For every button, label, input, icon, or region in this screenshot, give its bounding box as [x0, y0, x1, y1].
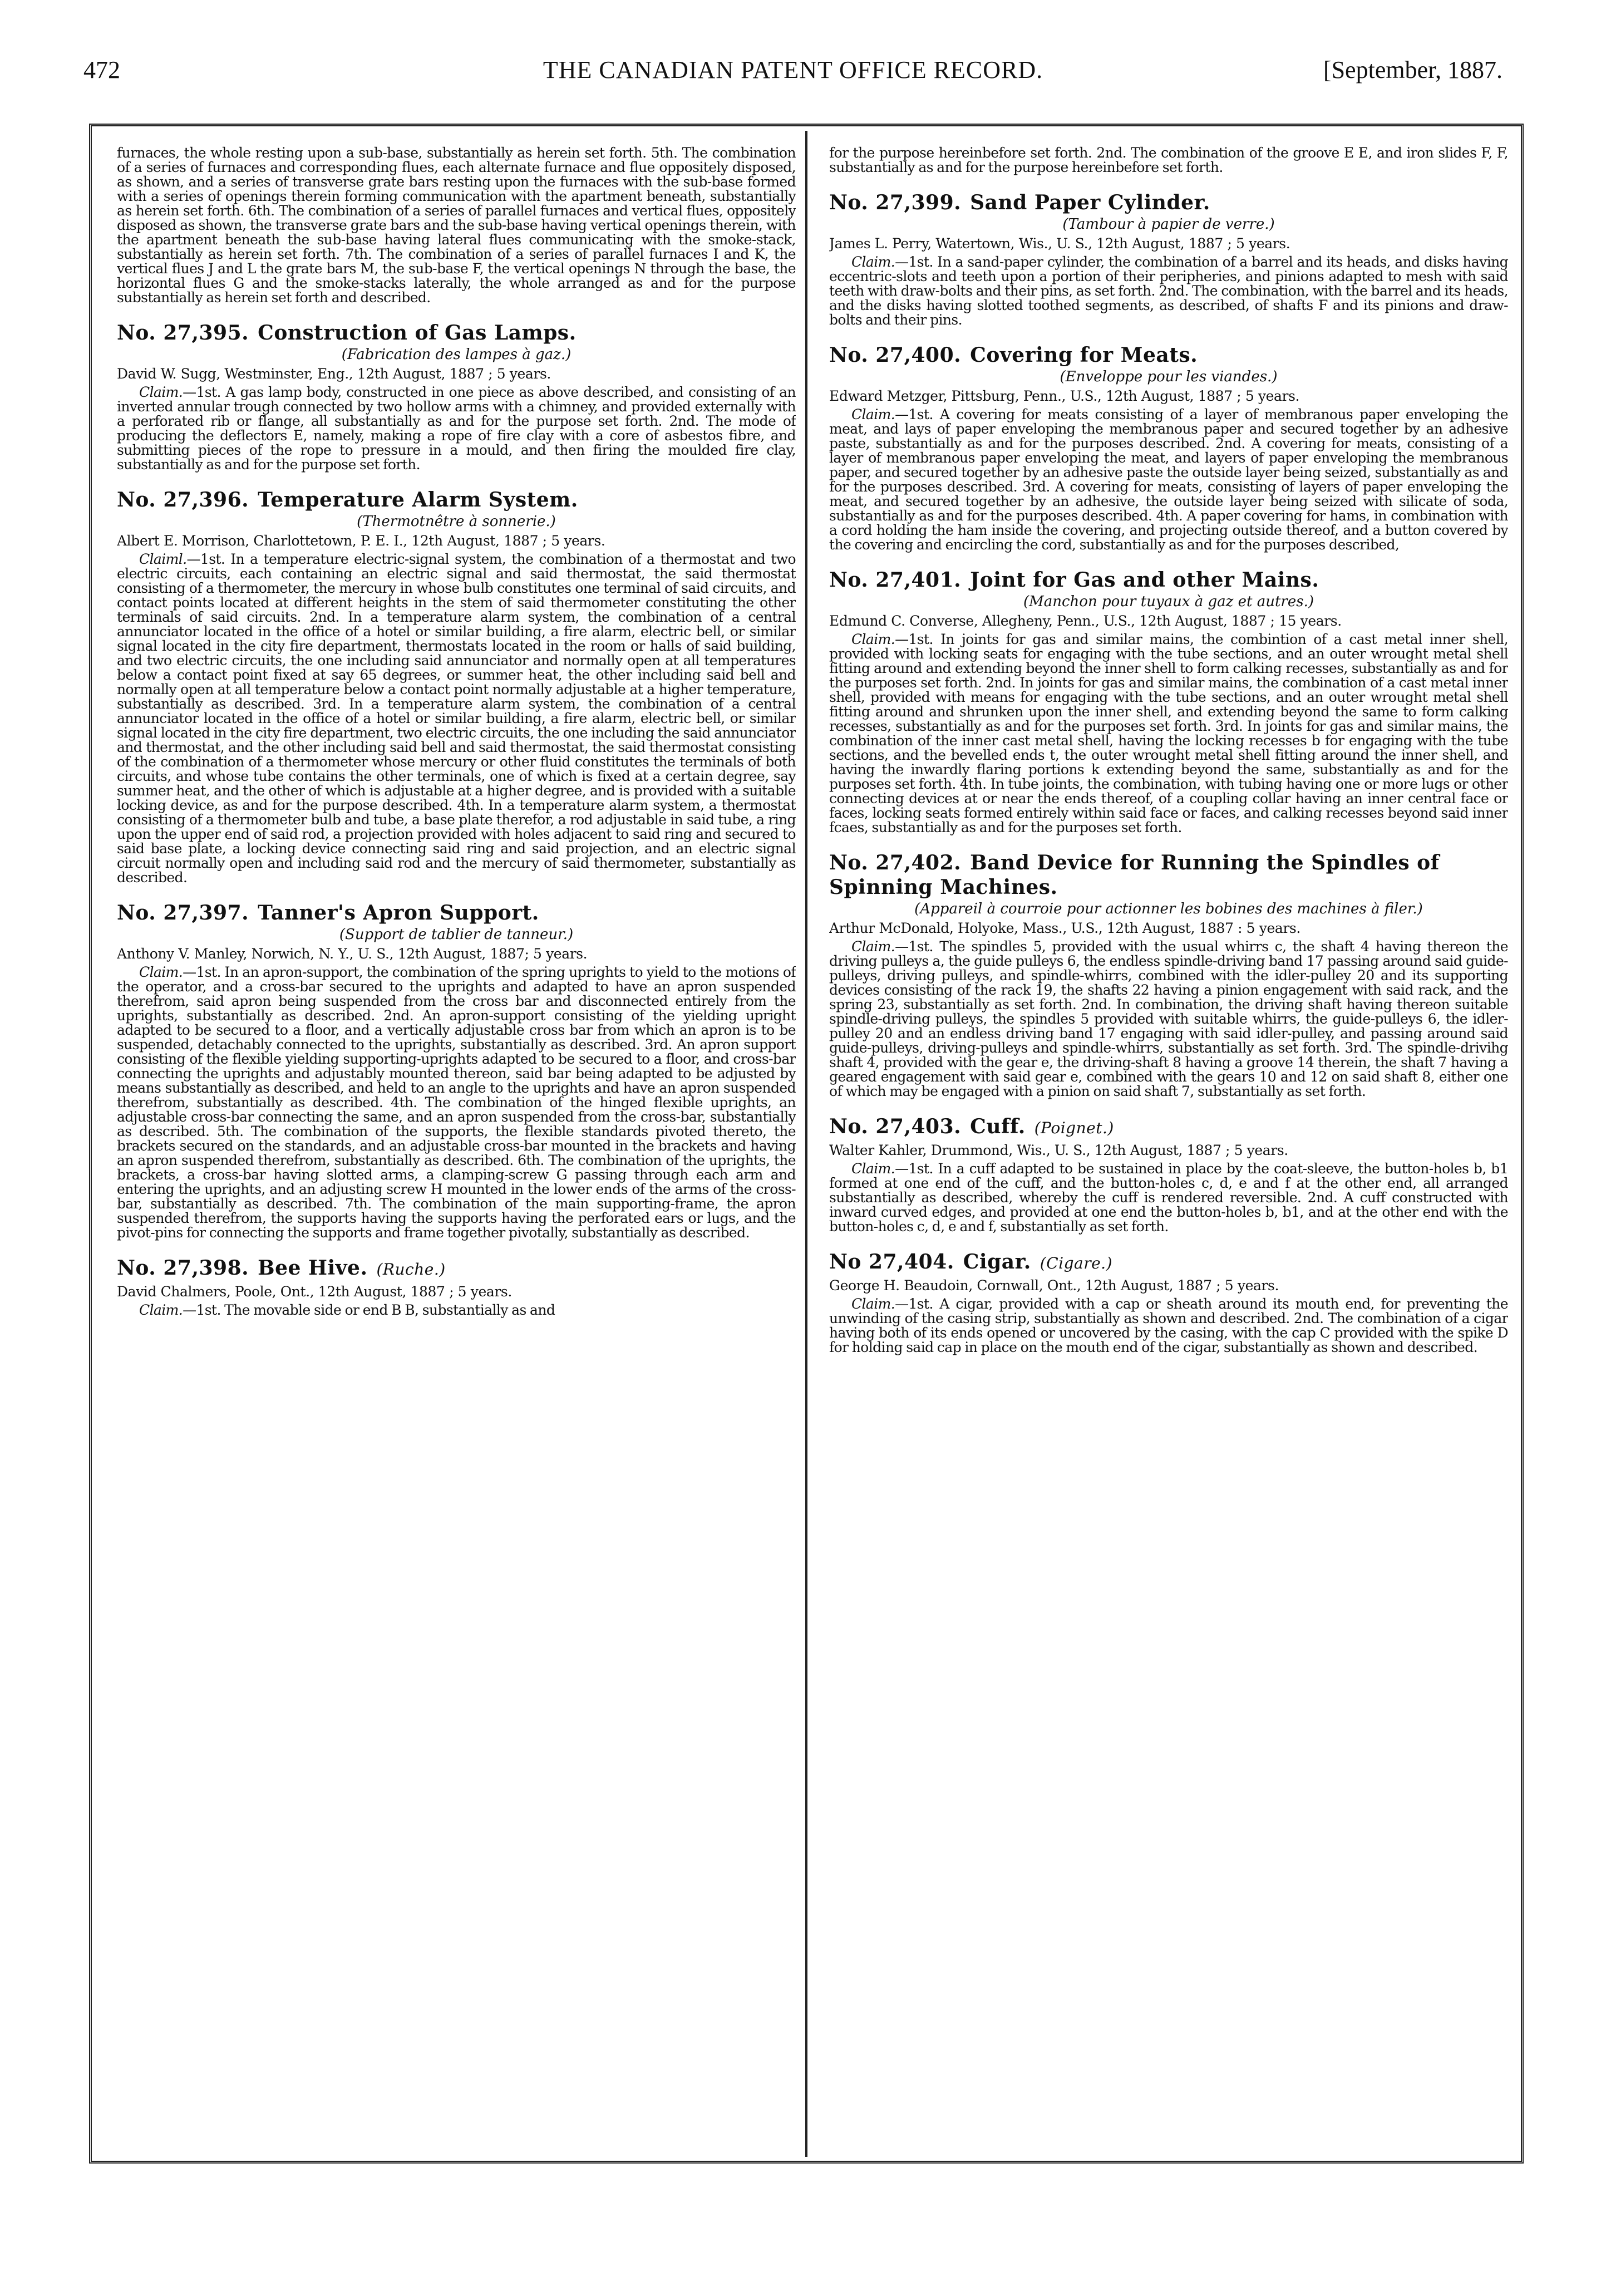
patent-title: Joint for Gas and other Mains. [970, 568, 1319, 592]
claim-text: —1st. In a cuff adapted to be sustained in place by the coat-sleeve, the button-holes b, b1 formed at one end of the cuff, and the button-holes c, d, e and f at the other end, all arranged substantially as described, whereby the cuff is rendered reversible. 2nd. A cuff constructed with inward curved edges, and provided at one end the button-holes b, b1, and at the other end with the button-holes c, d, e and f, substantially as set forth. [829, 1161, 1508, 1235]
claim-paragraph [117, 965, 796, 1240]
patent-number: No. 27,396. [117, 488, 249, 512]
patent-entry-27403 [829, 1114, 1508, 1234]
patent-number: No. 27,403. [829, 1115, 962, 1138]
claim-text: —1st. A cigar, provided with a cap or sheath around its mouth end, for preventing the unwinding of the casing strip, substantially as shown and described. 2nd. The combination of a cigar having both of its ends opened or uncovered by the casing, with the cap C provided with the spike D for holding said cap in place on the mouth end of the cigar, substantially as shown and described. [829, 1296, 1508, 1355]
patent-number: No. 27,399. [829, 191, 962, 214]
inventor-line: Walter Kahler, Drummond, Wis., U. S., 12th August, 1887 ; 5 years. [829, 1142, 1288, 1158]
right-column [829, 146, 1508, 2144]
patent-title: Temperature Alarm System. [258, 488, 578, 512]
patent-entry-27395 [117, 321, 796, 472]
inventor-line: Anthony V. Manley, Norwich, N. Y., U. S., 12th August, 1887; 5 years. [117, 946, 588, 962]
entry-heading [829, 850, 1508, 899]
patent-title: Construction of Gas Lamps. [258, 321, 577, 345]
claim-text: —1st. The movable side or end B B, substantially as and [183, 1302, 555, 1318]
page-number: 472 [83, 56, 120, 83]
claim-paragraph [117, 385, 796, 472]
entry-heading [829, 343, 1508, 367]
claim-text: —1st. In a temperature electric-signal system, the combination of a thermostat and two electric circuits, each containing an electric signal and said thermostat, the said thermostat consisting of a thermometer, the mercury in whose bulb constitutes one terminal of said circuits, and contact points located at different heights in the stem of said thermometer constituting the other terminals of said circuits. 2nd. In a temperature alarm system, the combination of a central annunciator located in the office of a hotel or similar building, a fire alarm, electric bell, or similar signal located in the city fire department, thermostats located in the room or halls of said building, and two electric circuits, the one including said annunciator and normally open at all temperatures below a contact point fixed at say 65 degrees, or summer heat, the other including said bell and normally open at all temperature below a contact point normally adjustable at a higher temperature, substantially as described. 3rd. In a temperature alarm system, the combination of a central annunciator located in the office of a hotel or similar building, a fire alarm, electric bell, or similar signal located in the city fire department, two electric circuits, the one including the said annunciator and thermostat, and the other including said bell and said thermostat, the said thermostat consisting of the combination of a thermometer whose mercury or other fluid constitutes the terminals of both circuits, and whose tube contains the other terminals, one of which is fixed at a certain degree, say summer heat, and the other of which is adjustable at a higher degree, and is provided with a suitable locking device, as and for the purpose described. 4th. In a temperature alarm system, a thermostat consisting of a thermometer bulb and tube, a base plate therefor, a rod adjustable in said tube, a ring upon the upper end of said rod, a projection provided with holes adjacent to said ring and secured to said base plate, a locking device connecting said ring and said projection, and an electric signal circuit normally open and including said rod and the mercury of said thermometer, substantially as described. [117, 551, 796, 886]
entry-heading [117, 321, 796, 345]
inventor-line: James L. Perry, Watertown, Wis., U. S., 12th August, 1887 ; 5 years. [829, 235, 1290, 252]
claim-text: —1st. In an apron-support, the combination of the spring uprights to yield to the motions of the operator, and a cross-bar secured to the uprights and adapted to have an apron suspended therefrom, said apron being suspended from the cross bar and disconnected entirely from the uprights, substantially as described. 2nd. An apron-support consisting of the yielding upright adapted to be secured to a floor, and a vertically adjustable cross bar from which an apron is to be suspended, detachably connected to the uprights, substantially as described. 3rd. An apron support consisting of the flexible yielding supporting-uprights adapted to be secured to a floor, and cross-bar connecting the uprights and adjustably mounted thereon, said bar being adapted to be adjusted by means substantially as described, and held to an angle to the uprights and have an apron suspended therefrom, substantially as described. 4th. The combination of the hinged flexible uprights, an adjustable cross-bar connecting the same, and an apron suspended from the cross-bar, substantially as described. 5th. The combination of the supports, the flexible standards pivoted thereto, the brackets secured on the standards, and an adjustable cross-bar mounted in the brackets and having an apron suspended therefrom, substantially as described. 6th. The combination of the uprights, the brackets, a cross-bar having slotted arms, a clamping-screw G passing through each arm and entering the uprights, and an adjusting screw H mounted in the lower ends of the arms of the cross-bar, substantially as described. 7th. The combination of the main supporting-frame, the apron suspended therefrom, the supports having the supports having the perforated ears or lugs, and the pivot-pins for connecting the supports and frame together pivotally, substantially as described. [117, 964, 796, 1241]
claim-label: Claim. [851, 631, 895, 647]
inventor-line: Edward Metzger, Pittsburg, Penn., U.S., 12th August, 1887 ; 5 years. [829, 388, 1300, 404]
patent-entry-27400 [829, 343, 1508, 552]
claim-label: Claiml. [139, 551, 187, 567]
claim-label: Claim. [851, 938, 895, 955]
claim-label: Claim. [139, 1302, 183, 1318]
entry-heading [117, 1256, 796, 1282]
claim-paragraph [829, 407, 1508, 552]
french-title: (Tambour à papier de verre.) [1062, 216, 1275, 233]
french-title: (Cigare.) [1040, 1254, 1112, 1272]
patent-entry-27396 [117, 488, 796, 885]
patent-entry-27401 [829, 568, 1508, 835]
patent-title: Covering for Meats. [970, 343, 1198, 367]
running-title: THE CANADIAN PATENT OFFICE RECORD. [543, 56, 1043, 83]
entry-heading [117, 488, 796, 512]
inventor-line: Edmund C. Converse, Allegheny, Penn., U.S., 12th August, 1887 ; 15 years. [829, 613, 1342, 629]
claim-paragraph [829, 632, 1508, 835]
french-title: (Manchon pour tuyaux à gaz et autres.) [1023, 593, 1314, 610]
french-title: (Support de tablier de tanneur.) [339, 926, 574, 943]
patent-entry-27398 [117, 1256, 796, 1317]
claim-text: —1st. In joints for gas and similar mains, the combintion of a cast metal inner shell, provided with locking seats for engaging with the tube sections, and an outer wrought metal shell fitting around and extending beyond the inner shell to form calking recesses, substantially as and for the purposes set forth. 2nd. In joints for gas and similar mains, the combination of a cast metal inner shell, provided with means for engaging with the tube sections, and an outer wrought metal shell fitting around and shrunken upon the inner shell, and extending beyond the same to form calking recesses, substantially as and for the purposes set forth. 3rd. In joints for gas and similar mains, the combination of the inner cast metal shell, having the locking recesses b for engaging with the tube sections, and the bevelled ends t, the outer wrought metal shell fitting around the inner shell, and having the inwardly flaring portions k extending beyond the same, substantially as and for the purposes set forth. 4th. In tube joints, the combination, with tubing having one or more lugs or other connecting devices at or near the ends thereof, of a coupling collar having an inner central face or faces, locking seats formed entirely within said face or faces, and calking recesses beyond said inner fcaes, substantially as and for the purposes set forth. [829, 631, 1508, 835]
column-divider [805, 131, 807, 2157]
patent-title: Bee Hive. [258, 1256, 368, 1280]
patent-number: No. 27,401. [829, 568, 962, 592]
issue-date: [September, 1887. [1323, 56, 1503, 83]
entry-heading [117, 901, 796, 925]
french-title: (Thermotnêtre à sonnerie.) [357, 513, 556, 530]
claim-text: —1st. In a sand-paper cylinder, the combination of a barrel and its heads, and disks having eccentric-slots and teeth upon a portion of their peripheries, and pinions adapted to mesh with said teeth with draw-bolts and their pins, as set forth. 2nd. The combination, with the barrel and its heads, and the disks having slotted toothed segments, as described, of shafts F and its pinions and draw-bolts and their pins. [829, 254, 1508, 328]
claim-text: —1st. The spindles 5, provided with the usual whirrs c, the shaft 4 having thereon the driving pulleys a, the guide pulleys 6, the endless spindle-driving band 17 passing around said guide-pulleys, driving pulleys, and spindle-whirrs, combined with the idler-pulley 20 and its supporting devices consisting of the rack 19, the shafts 22 having a pinion engagement with said rack, and the spring 23, substantially as set forth. 2nd. In combination, the driving shaft having thereon suitable spindle-driving pulleys, the spindles 5 provided with suitable whirrs, the guide-pulleys 6, the idler-pulley 20 and an endless driving band 17 engaging with said idler-pulley, and passing around said guide-pulleys, driving-pulleys and spindle-whirrs, substantially as set forth. 3rd. The spindle-drivihg shaft 4, provided with the gear e, the driving-shaft 8 having a groove 14 therein, the shaft 7 having a geared engagement with said gear e, combined with the gears 10 and 12 on said shaft 8, either one of which may be engaged with a pinion on said shaft 7, substantially as set forth. [829, 938, 1508, 1099]
patent-title: Cigar. [963, 1250, 1031, 1274]
claim-label: Claim. [851, 254, 895, 270]
patent-title: Band Device for Running the Spindles of Spinning Machines. [829, 851, 1440, 899]
claim-label: Claim. [851, 1296, 895, 1312]
entry-heading [829, 190, 1508, 215]
inventor-line: David W. Sugg, Westminster, Eng., 12th August, 1887 ; 5 years. [117, 366, 551, 382]
claim-paragraph [829, 1162, 1508, 1234]
patent-number: No. 27,402. [829, 851, 962, 874]
page-header [83, 56, 1503, 95]
patent-title: Tanner's Apron Support. [258, 901, 539, 925]
patent-number: No. 27,398. [117, 1256, 249, 1280]
inventor-line: Arthur McDonald, Holyoke, Mass., U.S., 12th August, 1887 : 5 years. [829, 920, 1300, 936]
claim-text: —1st. A gas lamp body, constructed in one piece as above described, and consisting of an inverted annular trough connected by two hollow arms with a chimney, and provided externally with a perforated rib or flange, all substantially as and for the purpose set forth. 2nd. The mode of producing the deflectors E, namely, making a rope of fire clay with a core of asbestos fibre, and submitting pieces of the rope to pressure in a mould, and then firing the moulded fire clay, substantially as and for the purpose set forth. [117, 384, 796, 473]
patent-entry-27399 [829, 190, 1508, 327]
claim-paragraph [829, 940, 1508, 1099]
patent-number: No. 27,397. [117, 901, 249, 925]
french-title: (Appareil à courroie pour actionner les bobines des machines à filer.) [914, 901, 1423, 917]
patent-entry-27404 [829, 1250, 1508, 1355]
patent-title: Sand Paper Cylinder. [970, 191, 1210, 214]
claim-label: Claim. [851, 406, 895, 422]
french-title: (Poignet.) [1034, 1119, 1114, 1137]
claim-paragraph [117, 1303, 796, 1317]
claim-paragraph [829, 1297, 1508, 1355]
left-column [117, 146, 796, 2144]
patent-entry-27402 [829, 850, 1508, 1099]
continued-claim-text: for the purpose hereinbefore set forth. 2nd. The combination of the groove E E, and iron slides F, F, substantially as and for the purpose hereinbefore set forth. [829, 146, 1508, 175]
french-title: (Enveloppe pour les viandes.) [1060, 368, 1278, 385]
patent-number: No. 27,400. [829, 343, 962, 367]
entry-heading [829, 1250, 1508, 1276]
patent-number: No 27,404. [829, 1250, 954, 1274]
claim-text: —1st. A covering for meats consisting of a layer of membranous paper enveloping the meat, and lays of paper enveloping the membranous paper and secured together by an adhesive paste, substantially as and for the purposes described. 2nd. A covering for meats, consisting of a layer of membranous paper enveloping the meat, and layers of paper enveloping the membranous paper, and secured together by an adhesive paste the outside layer being seized, substantially as and for the purposes described. 3rd. A covering for meats, consisting of layers of paper enveloping the meat, and secured together by an adhesive, the outside layer being seized with silicate of soda, substantially as and for the purposes described. 4th. A paper covering for hams, in combination with a cord holding the ham inside the covering, and projecting outside thereof, and a button covered by the covering and encircling the cord, substantially as and for the purposes described, [829, 406, 1508, 553]
french-title: (Fabrication des lampes à gaz.) [341, 346, 572, 363]
inventor-line: George H. Beaudoin, Cornwall, Ont., 12th August, 1887 ; 5 years. [829, 1277, 1279, 1294]
inventor-line: Albert E. Morrison, Charlottetown, P. E. I., 12th August, 1887 ; 5 years. [117, 533, 605, 549]
patent-entry-27397 [117, 901, 796, 1240]
french-title: (Ruche.) [376, 1260, 446, 1279]
patent-title: Cuff. [970, 1115, 1026, 1138]
continued-claim-text: furnaces, the whole resting upon a sub-base, substantially as herein set forth. 5th. The combination of a series of furnaces and corresponding flues, each alternate furnace and flue oppositely disposed, as shown, and a series of transverse grate bars resting upon the furnaces with the sub-base formed with a series of openings therein forming communication with the apartment beneath, substantially as herein set forth. 6th. The combination of a series of parallel furnaces and vertical flues, oppositely disposed as shown, the transverse grate bars and the sub-base having vertical openings therein, with the apartment beneath the sub-base having lateral flues communicating with the smoke-stack, substantially as herein set forth. 7th. The combination of a series of parallel furnaces I and K, the vertical flues J and L the grate bars M, the sub-base F, the vertical openings N through the base, the horizontal flues G and the smoke-stacks laterally, the whole arranged as and for the purpose substantially as herein set forth and described. [117, 146, 796, 306]
claim-paragraph [829, 255, 1508, 327]
claim-label: Claim. [851, 1161, 895, 1177]
entry-heading [829, 568, 1508, 592]
inventor-line: David Chalmers, Poole, Ont., 12th August, 1887 ; 5 years. [117, 1284, 512, 1300]
patent-number: No. 27,395. [117, 321, 249, 345]
claim-label: Claim. [139, 384, 183, 400]
entry-heading [829, 1114, 1508, 1140]
claim-label: Claim. [139, 964, 183, 980]
claim-paragraph [117, 552, 796, 885]
